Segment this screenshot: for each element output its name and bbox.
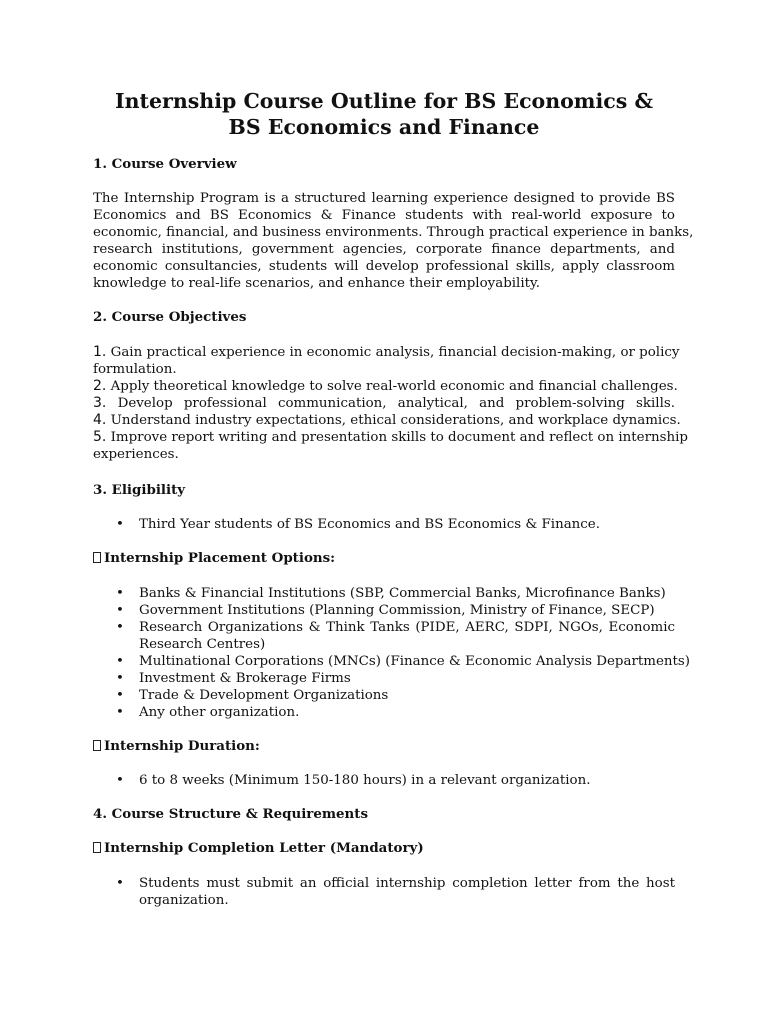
- heading-course-structure: 4. Course Structure & Requirements: [93, 806, 369, 822]
- heading-course-overview: 1. Course Overview: [93, 156, 237, 172]
- objectives-list: [93, 344, 688, 463]
- list-item: • Students must submit an official internship completion letter from the host organization.: [116, 875, 675, 909]
- heading-internship-duration: Internship Duration:: [93, 738, 260, 755]
- placement-list: [116, 585, 690, 721]
- heading-placement-options: Internship Placement Options:: [93, 550, 335, 567]
- completion-list: [116, 875, 675, 909]
- objective-item: 3. Develop professional communication, analytical, and problem-solving skills.: [93, 395, 675, 411]
- objective-item: 1. Gain practical experience in economic analysis, financial decision-making, or policy: [93, 344, 680, 360]
- objective-item: 2. Apply theoretical knowledge to solve real-world economic and financial challenges.: [93, 378, 678, 394]
- heading-course-objectives: 2. Course Objectives: [93, 309, 247, 325]
- heading-completion-letter: Internship Completion Letter (Mandatory): [93, 840, 424, 857]
- missing-glyph-icon: [93, 842, 101, 853]
- overview-line: knowledge to real-life scenarios, and enhance their employability.: [93, 276, 541, 291]
- eligibility-list: [116, 516, 675, 533]
- list-item: • Banks & Financial Institutions (SBP, Commercial Banks, Microfinance Banks): [116, 585, 675, 602]
- list-item: • Any other organization.: [116, 704, 675, 721]
- overview-line: Economics and BS Economics & Finance students with real-world exposure to: [93, 208, 675, 223]
- list-item: • Third Year students of BS Economics and BS Economics & Finance.: [116, 516, 675, 533]
- objective-item: 4. Understand industry expectations, ethical considerations, and workplace dynamics.: [93, 412, 681, 428]
- objective-item-continued: experiences.: [93, 447, 179, 462]
- overview-line: economic, financial, and business environments. Through practical experience in banks,: [93, 225, 694, 240]
- missing-glyph-icon: [93, 740, 101, 751]
- list-item: • Investment & Brokerage Firms: [116, 670, 675, 687]
- title-line-1: Internship Course Outline for BS Economics &: [115, 89, 653, 113]
- title-line-2: BS Economics and Finance: [228, 115, 540, 139]
- objective-item-continued: formulation.: [93, 362, 177, 377]
- overview-line: research institutions, government agencies, corporate finance departments, and: [93, 242, 675, 257]
- heading-eligibility: 3. Eligibility: [93, 482, 186, 498]
- objective-item: 5. Improve report writing and presentation skills to document and reflect on internship: [93, 429, 688, 445]
- list-item: • 6 to 8 weeks (Minimum 150-180 hours) in a relevant organization.: [116, 772, 675, 789]
- list-item: • Multinational Corporations (MNCs) (Finance & Economic Analysis Departments): [116, 653, 675, 670]
- duration-list: [116, 772, 675, 789]
- overview-line: economic consultancies, students will develop professional skills, apply classroom: [93, 259, 675, 274]
- overview-line: The Internship Program is a structured learning experience designed to provide BS: [93, 191, 675, 206]
- missing-glyph-icon: [93, 552, 101, 563]
- list-item: • Research Organizations & Think Tanks (PIDE, AERC, SDPI, NGOs, Economic Research Centres): [116, 619, 675, 653]
- list-item: • Trade & Development Organizations: [116, 687, 675, 704]
- overview-paragraph: [93, 190, 694, 292]
- document-title: [60, 88, 708, 140]
- list-item: • Government Institutions (Planning Commission, Ministry of Finance, SECP): [116, 602, 675, 619]
